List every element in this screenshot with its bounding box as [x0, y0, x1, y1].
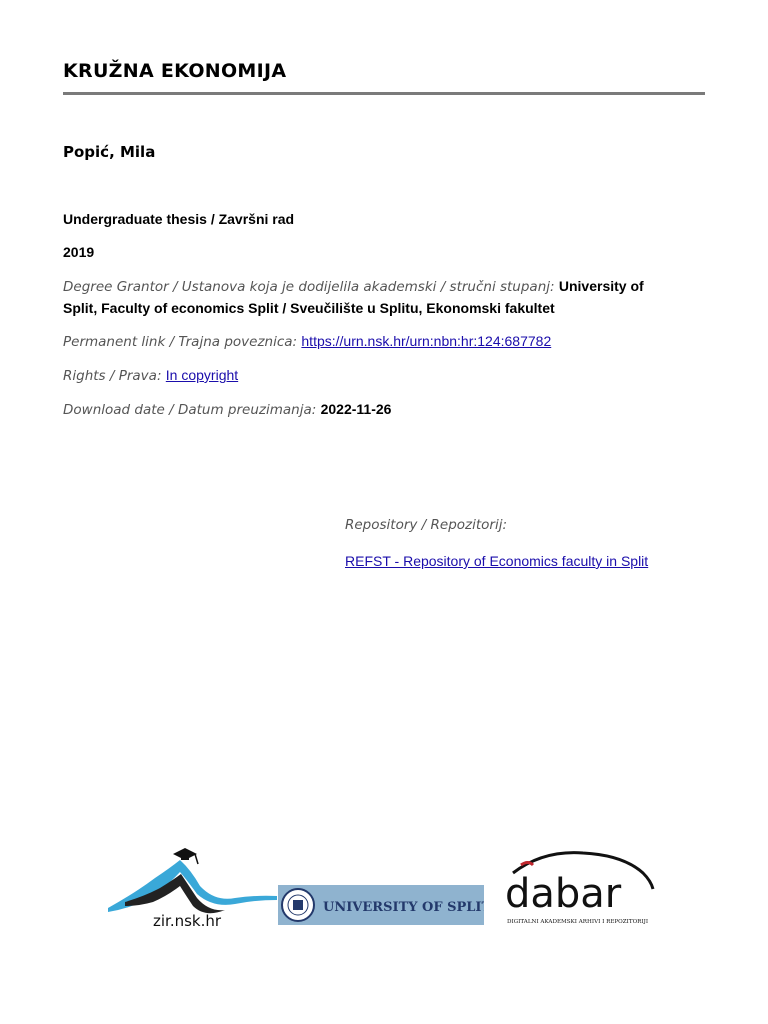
split-crest-icon: [278, 885, 484, 925]
thesis-type-value: Undergraduate thesis / Završni rad: [63, 211, 295, 227]
dabar-subtitle: DIGITALNI AKADEMSKI ARHIVI I REPOZITORIJI: [507, 919, 649, 925]
permanent-link: [63, 330, 551, 353]
degree-grantor-value-1: University of: [558, 278, 644, 294]
dabar-text: dabar: [505, 871, 622, 917]
permanent-link-label: Permanent link / Trajna poveznica:: [63, 334, 298, 350]
repository-label-text: Repository / Repozitorij:: [345, 517, 508, 533]
year: [63, 241, 94, 264]
degree-grantor-cont: [63, 297, 555, 320]
repository-link[interactable]: REFST - Repository of Economics faculty in Split: [345, 553, 649, 569]
rights-link[interactable]: In copyright: [165, 367, 239, 383]
dabar-beaver-icon: [503, 845, 663, 930]
permanent-link-url[interactable]: https://urn.nsk.hr/urn:nbn:hr:124:687782: [301, 333, 552, 349]
zir-logo[interactable]: [105, 838, 285, 930]
document-title: KRUŽNA EKONOMIJA: [63, 60, 287, 82]
rights-label: Rights / Prava:: [63, 368, 162, 384]
repository: [345, 550, 648, 573]
university-of-split-logo[interactable]: [278, 885, 484, 925]
rights: [63, 364, 238, 387]
degree-grantor-label: Degree Grantor / Ustanova koja je dodijelila akademski / stručni stupanj:: [63, 279, 555, 295]
download-date-value: 2022-11-26: [320, 401, 392, 417]
download-date: [63, 398, 391, 421]
download-date-label: Download date / Datum preuzimanja:: [63, 402, 317, 418]
degree-grantor-value-2: Split, Faculty of economics Split / Sveučilište u Splitu, Ekonomski fakultet: [63, 300, 555, 316]
zir-mountain-icon: [105, 838, 285, 930]
zir-text: zir.nsk.hr: [153, 912, 222, 930]
year-value: 2019: [63, 244, 95, 260]
title-divider: [63, 92, 705, 95]
dabar-logo[interactable]: [503, 845, 663, 930]
author-name: Popić, Mila: [63, 143, 156, 161]
thesis-type: [63, 208, 294, 231]
split-text: UNIVERSITY OF SPLIT: [323, 900, 484, 915]
degree-grantor: [63, 275, 644, 298]
repository-label: [345, 514, 507, 536]
